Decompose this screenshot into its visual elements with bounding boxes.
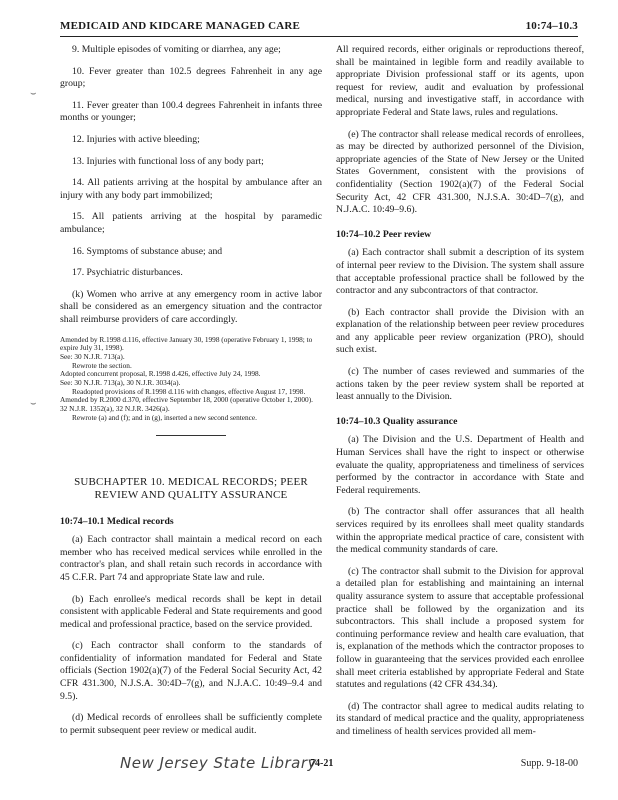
margin-mark: ⌣ — [30, 398, 37, 409]
list-item: 10. Fever greater than 102.5 degrees Fahrenheit in any age group; — [60, 65, 322, 90]
history-line: Amended by R.1998 d.116, effective January 30, 1998 (operative February 1, 1998; to expire July 31, 1998). — [60, 334, 313, 353]
history-line: See: 30 N.J.R. 713(a). — [60, 351, 125, 361]
subchapter-title — [60, 476, 322, 502]
list-item: 12. Injuries with active bleeding; — [72, 133, 200, 145]
paragraph: (c) The number of cases reviewed and summaries of the actions taken by the peer review system shall be reported at least annually to the Division. — [336, 366, 584, 403]
page-number: 74-21 — [310, 758, 334, 769]
paragraph: (d) Medical records of enrollees shall be sufficiently complete to permit subsequent peer review or medical audit. — [60, 712, 322, 736]
margin-mark: ⌣ — [30, 88, 37, 99]
library-stamp: New Jersey State Library — [120, 754, 317, 772]
subchapter-title-line2: REVIEW AND QUALITY ASSURANCE — [94, 488, 288, 501]
paragraph: (a) Each contractor shall maintain a medical record on each member who has received medical services while enrolled in the contractor's plan, and shall retain such records in accordance with 45 C.F.R. Part 74 and appropriate State law and rule. — [60, 534, 322, 583]
section-heading-quality-assurance: 10:74–10.3 Quality assurance — [336, 415, 458, 427]
running-header — [60, 18, 578, 37]
paragraph-e: (e) The contractor shall release medical records of enrollees, as may be directed by authorized personnel of the Division, appropriate agencies of the State of New Jersey or the United States Government, consistent with the provisions of confidentiality (Section 1902(a)(7) of the Federal Social Security Act, 42 CFR 431.300, N.J.S.A. 30:4D–7(g), and N.J.A.C. 10:49–9.6). — [336, 128, 584, 216]
paragraph: (a) Each contractor shall submit a description of its system of internal peer review to the Division. The system shall assure that acceptable professional practice shall be followed by the contractor and any subcontractors of that contractor. — [336, 247, 584, 297]
history-line: See: 30 N.J.R. 713(a), 30 N.J.R. 3034(a). — [60, 378, 181, 388]
paragraph: (d) The contractor shall agree to medical audits relating to its standard of medical practice and the quality, appropriateness and timeliness of health services provided all mem- — [336, 700, 584, 737]
subchapter-title-line1: SUBCHAPTER 10. MEDICAL RECORDS; PEER — [74, 475, 308, 488]
list-item: 9. Multiple episodes of vomiting or diarrhea, any age; — [72, 44, 281, 55]
history-notes — [60, 336, 322, 423]
list-item: 13. Injuries with functional loss of any body part; — [72, 155, 264, 167]
section-heading-peer-review: 10:74–10.2 Peer review — [336, 228, 432, 240]
history-line: 32 N.J.R. 1352(a), 32 N.J.R. 3426(a). — [60, 404, 170, 414]
section-heading-medical-records: 10:74–10.1 Medical records — [60, 515, 174, 527]
paragraph: (a) The Division and the U.S. Department of Health and Human Services shall have the right to inspect or otherwise evaluate the quality, appropriateness and timeliness of services performed by the contractor in accordance with State and Federal requirements. — [336, 434, 584, 496]
history-line: Rewrote the section. — [72, 360, 132, 370]
list-item: 17. Psychiatric disturbances. — [72, 267, 183, 279]
history-line: Readopted provisions of R.1998 d.116 with changes, effective August 17, 1998. — [72, 386, 306, 396]
paragraph: (b) The contractor shall offer assurances that all health services required by its enrollees shall meet quality standards within the appropriate medical practice of care, consistent with the medical community standards of care. — [336, 506, 584, 556]
list-item: 14. All patients arriving at the hospital by ambulance after an injury with any body part immobilized; — [60, 177, 322, 201]
paragraph: (b) Each enrollee's medical records shall be kept in detail consistent with applicable Federal and State requirements and good medical and professional practice, based on the service provided. — [60, 593, 322, 630]
list-item: 15. All patients arriving at the hospital by paramedic ambulance; — [60, 211, 322, 235]
header-section-range: 10:74–10.3 — [525, 20, 578, 32]
history-line: Amended by R.2000 d.370, effective September 18, 2000 (operative October 1, 2000). — [60, 395, 313, 405]
paragraph-continued: All required records, either originals or reproductions thereof, shall be maintained in legible form and readily available to appropriate Division professional staff or its agents, upon request for review, audit and evaluation by professional medical, nursing and investigative staff, in accordance with appropriate Federal and State laws, rules and regulations. — [336, 44, 584, 118]
list-item: 16. Symptoms of substance abuse; and — [72, 245, 223, 257]
list-item: 11. Fever greater than 100.4 degrees Fahrenheit in infants three months or younger; — [60, 99, 322, 124]
header-title: MEDICAID AND KIDCARE MANAGED CARE — [60, 20, 301, 32]
section-divider — [156, 435, 226, 436]
history-line: Rewrote (a) and (f); and in (g), inserted a new second sentence. — [72, 412, 257, 422]
left-column — [60, 44, 322, 746]
history-line: Adopted concurrent proposal, R.1998 d.426, effective July 24, 1998. — [60, 369, 261, 379]
paragraph: (b) Each contractor shall provide the Division with an explanation of the relationship between peer review procedures and any applicable peer review organization (PRO), should such exist. — [336, 306, 584, 356]
paragraph: (c) The contractor shall submit to the Division for approval a detailed plan for establishing and maintaining an internal quality assurance system to assure that acceptable professional practice shall be followed by the organization and its subcontractors. This shall include a proposed system for continuing performance review and health care evaluation, that is, explanation of the methods which the contractor proposes to follow in guaranteeing that the services provided each enrollee shall meet criteria established by appropriate Federal and State statutes and regulations (42 CFR 434.34). — [336, 565, 584, 691]
right-column — [336, 44, 584, 748]
supplement-date: Supp. 9-18-00 — [520, 758, 578, 769]
paragraph: (c) Each contractor shall conform to the standards of confidentiality of information mandated for Federal and State officials (Section 1902(a)(7) of the Federal Social Security Act, 42 CFR 431.300, N.J.S.A. 30:4D–7(g), and N.J.A.C. 10:49–9.4 and 9.5). — [60, 640, 322, 702]
paragraph-k: (k) Women who arrive at any emergency room in active labor shall be considered as an emergency situation and the contractor shall reimburse providers of care accordingly. — [60, 288, 322, 325]
